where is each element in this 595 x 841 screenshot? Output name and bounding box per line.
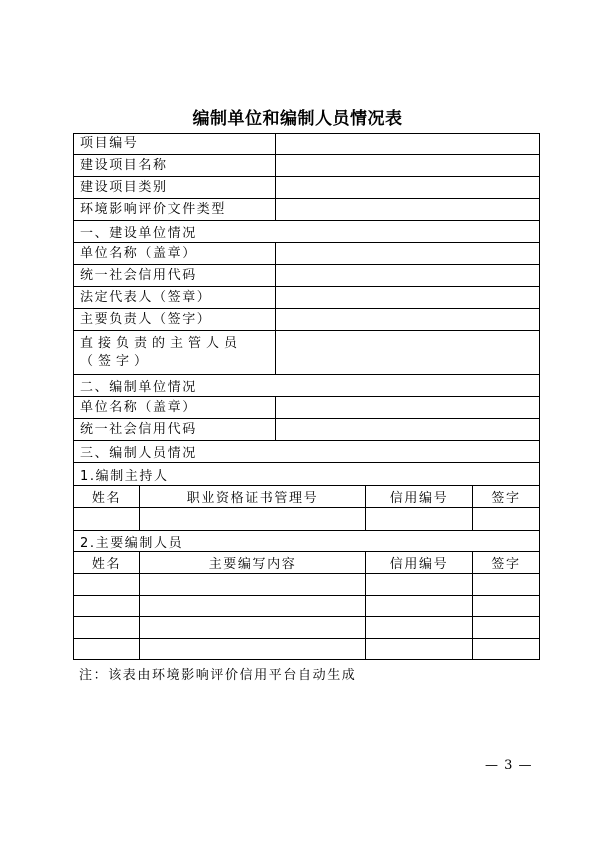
page-number: — 3 — xyxy=(485,758,533,773)
main-staff-row xyxy=(74,596,539,617)
subheading-main-staff xyxy=(74,531,539,552)
label-construction-unit-name: 单位名称（盖章） xyxy=(74,243,276,264)
value-construction-credit-code[interactable] xyxy=(276,265,539,286)
section-heading-personnel xyxy=(74,441,539,463)
value-principal[interactable] xyxy=(276,309,539,330)
main-staff-row xyxy=(74,574,539,596)
host-certificate-cell[interactable] xyxy=(140,508,366,530)
footnote: 注：该表由环境影响评价信用平台自动生成 xyxy=(79,668,357,683)
host-data-row xyxy=(74,508,539,531)
main-staff-content-cell[interactable] xyxy=(140,617,366,638)
label-compiling-unit-name: 单位名称（盖章） xyxy=(74,397,276,418)
host-name-cell[interactable] xyxy=(74,508,140,530)
row-construction-credit-code xyxy=(74,265,539,287)
value-compiling-unit-name[interactable] xyxy=(276,397,539,418)
main-staff-signature-cell[interactable] xyxy=(473,617,539,638)
host-header-credit-number: 信用编号 xyxy=(366,486,473,507)
main-staff-content-cell[interactable] xyxy=(140,639,366,659)
main-header-content: 主要编写内容 xyxy=(140,552,366,573)
row-legal-representative xyxy=(74,287,539,309)
main-staff-subheading: 2.主要编制人员 xyxy=(80,535,184,551)
personnel-form-table xyxy=(73,133,540,660)
host-header-name: 姓名 xyxy=(74,486,140,507)
value-compiling-credit-code[interactable] xyxy=(276,419,539,440)
subheading-host xyxy=(74,463,539,486)
host-credit-number-cell[interactable] xyxy=(366,508,473,530)
main-staff-signature-cell[interactable] xyxy=(473,596,539,616)
label-project-number: 项目编号 xyxy=(74,134,276,154)
main-staff-credit-cell[interactable] xyxy=(366,596,473,616)
row-eia-document-type xyxy=(74,199,539,221)
host-header-row xyxy=(74,486,539,508)
main-staff-credit-cell[interactable] xyxy=(366,639,473,659)
section-heading-compiling-unit xyxy=(74,375,539,397)
main-staff-signature-cell[interactable] xyxy=(473,574,539,595)
host-header-signature: 签字 xyxy=(491,491,521,506)
main-staff-content-cell[interactable] xyxy=(140,596,366,616)
value-project-name[interactable] xyxy=(276,155,539,176)
value-project-number[interactable] xyxy=(276,134,539,154)
label-legal-representative: 法定代表人（签章） xyxy=(74,287,276,308)
main-header-name: 姓名 xyxy=(74,552,140,573)
main-staff-credit-cell[interactable] xyxy=(366,617,473,638)
row-compiling-credit-code xyxy=(74,419,539,441)
main-staff-credit-cell[interactable] xyxy=(366,574,473,595)
host-header-certificate: 职业资格证书管理号 xyxy=(140,486,366,507)
section-heading-construction-unit xyxy=(74,221,539,243)
value-legal-representative[interactable] xyxy=(276,287,539,308)
main-staff-name-cell[interactable] xyxy=(74,574,140,595)
host-subheading: 1.编制主持人 xyxy=(80,468,169,484)
value-supervisor-in-charge[interactable] xyxy=(276,331,539,374)
label-supervisor-in-charge: 直接负责的主管人员（签字） xyxy=(74,331,276,374)
section2-heading: 二、编制单位情况 xyxy=(80,380,197,395)
main-staff-header-row xyxy=(74,552,539,574)
row-principal xyxy=(74,309,539,331)
row-construction-unit-name xyxy=(74,243,539,265)
main-header-credit-number: 信用编号 xyxy=(366,552,473,573)
host-signature-cell[interactable] xyxy=(473,508,539,530)
main-staff-row xyxy=(74,617,539,639)
section3-heading: 三、编制人员情况 xyxy=(80,446,197,461)
label-compiling-credit-code: 统一社会信用代码 xyxy=(74,419,276,440)
main-staff-name-cell[interactable] xyxy=(74,617,140,638)
row-supervisor-in-charge xyxy=(74,331,539,375)
main-staff-signature-cell[interactable] xyxy=(473,639,539,659)
label-principal: 主要负责人（签字） xyxy=(74,309,276,330)
row-compiling-unit-name xyxy=(74,397,539,419)
form-title: 编制单位和编制人员情况表 xyxy=(192,109,403,129)
label-eia-document-type: 环境影响评价文件类型 xyxy=(74,199,276,220)
label-project-category: 建设项目类别 xyxy=(74,177,276,198)
value-construction-unit-name[interactable] xyxy=(276,243,539,264)
main-staff-name-cell[interactable] xyxy=(74,639,140,659)
main-staff-content-cell[interactable] xyxy=(140,574,366,595)
main-staff-row xyxy=(74,639,539,659)
main-header-signature: 签字 xyxy=(491,557,521,572)
row-project-name xyxy=(74,155,539,177)
label-project-name: 建设项目名称 xyxy=(74,155,276,176)
section1-heading: 一、建设单位情况 xyxy=(80,226,197,241)
row-project-number xyxy=(74,134,539,155)
value-eia-document-type[interactable] xyxy=(276,199,539,220)
label-construction-credit-code: 统一社会信用代码 xyxy=(74,265,276,286)
value-project-category[interactable] xyxy=(276,177,539,198)
main-staff-name-cell[interactable] xyxy=(74,596,140,616)
row-project-category xyxy=(74,177,539,199)
